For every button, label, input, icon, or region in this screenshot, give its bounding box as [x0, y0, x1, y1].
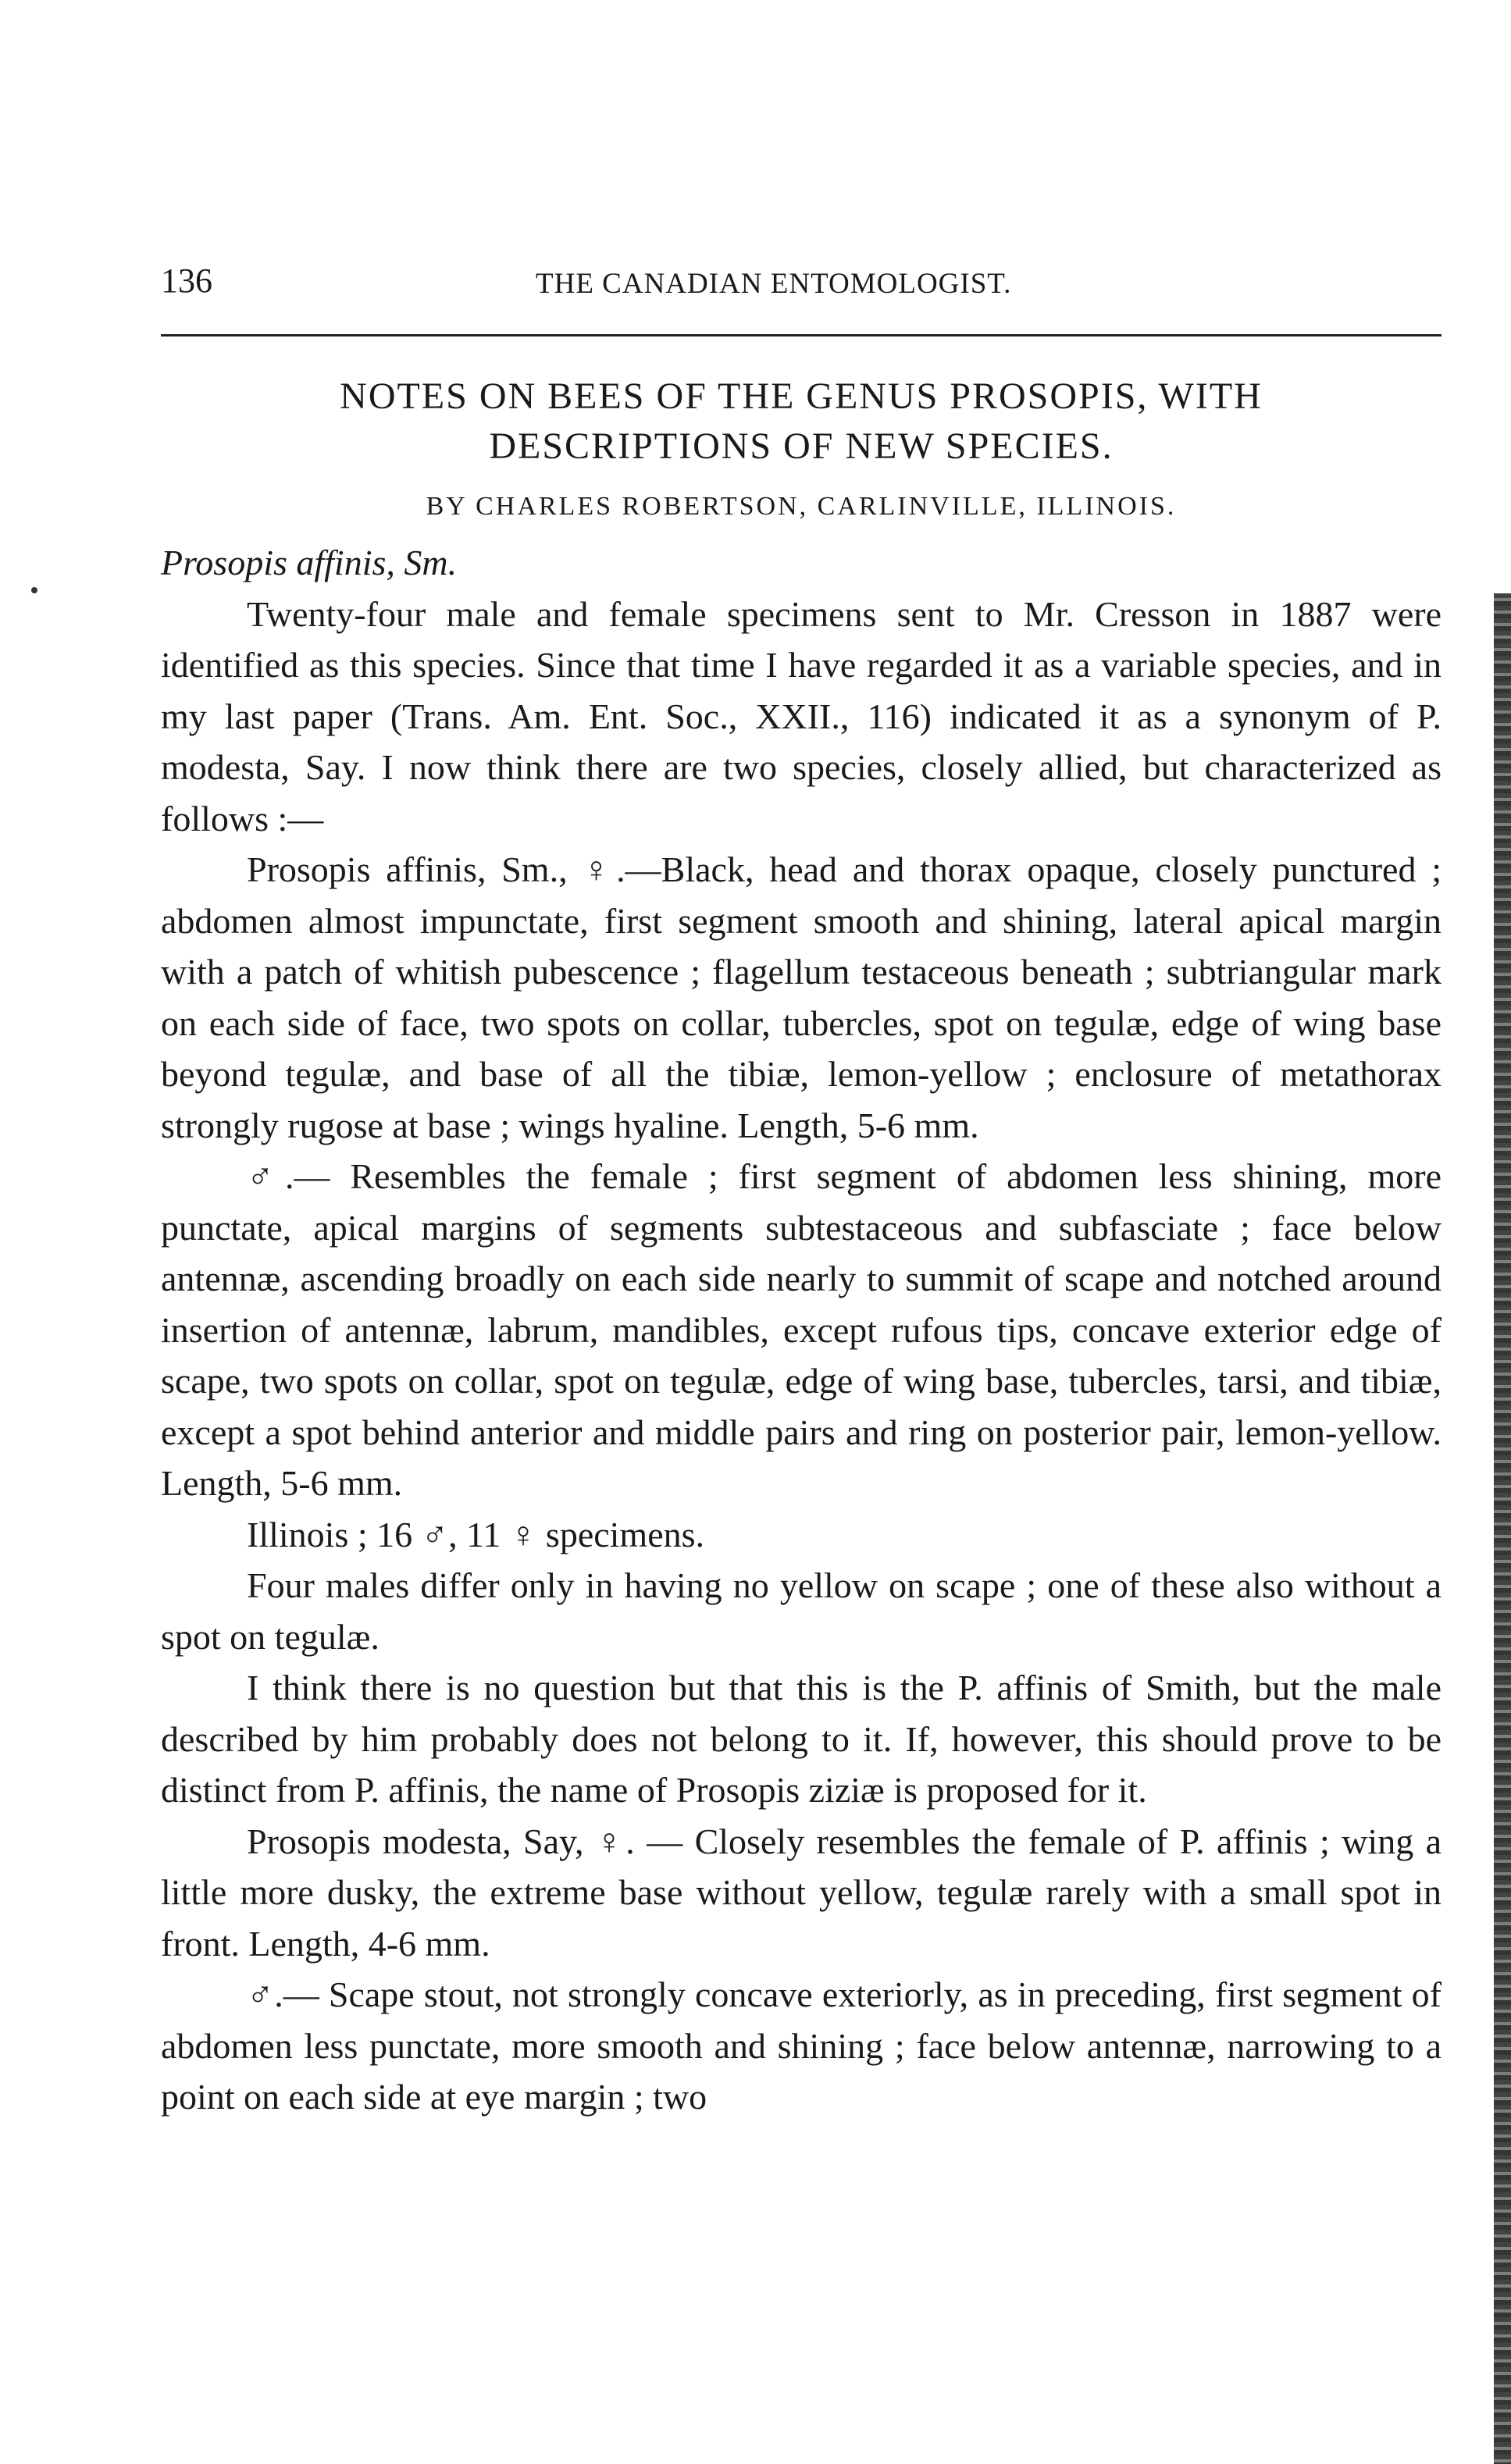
paragraph: ♂.— Scape stout, not strongly concave exteriorly, as in preceding, first segment of abdomen less punctate, more smooth and shining ; face below antennæ, narrowing to a point on each side at eye margin ; two	[161, 1974, 1442, 2117]
article-body	[161, 537, 1442, 2123]
paragraph: Prosopis modesta, Say, ♀. — Closely resembles the female of P. affinis ; wing a little more dusky, the extreme base without yellow, tegulæ rarely with a small spot in front. Length, 4-6 mm.	[161, 1821, 1442, 1964]
running-head: THE CANADIAN ENTOMOLOGIST.	[536, 268, 1012, 300]
paragraph: I think there is no question but that this is the P. affinis of Smith, but the male described by him probably does not belong to it. If, however, this should prove to be distinct from P. affinis, the name of Prosopis ziziæ is proposed for it.	[161, 1668, 1442, 1810]
article-title	[161, 372, 1442, 472]
page-header	[161, 261, 1442, 308]
page-number: 136	[161, 262, 212, 300]
paragraph: ♂.— Resembles the female ; first segment of abdomen less shining, more punctate, apical margins of segments subtestaceous and subfasciate ; face below antennæ, ascending broadly on each side nearly to summit of scape and notched around insertion of antennæ, labrum, mandibles, except rufous tips, concave exterior edge of scape, two spots on collar, spot on tegulæ, edge of wing base, tubercles, tarsi, and tibiæ, except a spot behind anterior and middle pairs and ring on posterior pair, lemon-yellow. Length, 5-6 mm.	[161, 1156, 1442, 1503]
paragraph: Prosopis affinis, Sm., ♀.—Black, head and thorax opaque, closely punctured ; abdomen almost impunctate, first segment smooth and shining, lateral apical margin with a patch of whitish pubescence ; flagellum testaceous beneath ; subtriangular mark on each side of face, two spots on collar, tubercles, spot on tegulæ, edge of wing base beyond tegulæ, and base of all the tibiæ, lemon-yellow ; enclosure of metathorax strongly rugose at base ; wings hyaline. Length, 5-6 mm.	[161, 849, 1442, 1145]
page-edge-shadow	[1494, 593, 1511, 2464]
byline: BY CHARLES ROBERTSON, CARLINVILLE, ILLINOIS.	[426, 492, 1177, 521]
title-line-2: DESCRIPTIONS OF NEW SPECIES.	[489, 426, 1114, 467]
paragraph: Twenty-four male and female specimens sent to Mr. Cresson in 1887 were identified as this species. Since that time I have regarded it as a variable species, and in my last paper (Trans. Am. Ent. Soc., XXII., 116) indicated it as a synonym of P. modesta, Say. I now think there are two species, closely allied, but characterized as follows :—	[161, 593, 1442, 839]
species-heading: Prosopis affinis, Sm.	[161, 543, 458, 582]
title-line-1: NOTES ON BEES OF THE GENUS PROSOPIS, WITH	[340, 376, 1263, 417]
paragraph: Four males differ only in having no yellow on scape ; one of these also without a spot on tegulæ.	[161, 1565, 1442, 1657]
header-rule	[161, 334, 1442, 336]
paragraph: Illinois ; 16 ♂, 11 ♀ specimens.	[247, 1514, 705, 1554]
margin-mark	[31, 587, 37, 593]
